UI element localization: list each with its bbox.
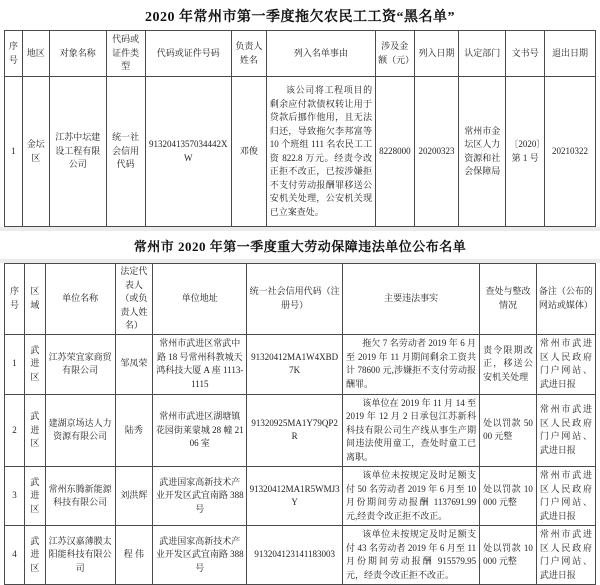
t2-cell-index: 3 <box>5 467 25 526</box>
t2-cell-punishment: 处以罚款 5000 元整 <box>480 394 537 467</box>
t2-header-index: 序号 <box>5 264 25 335</box>
t2-header-area: 区域 <box>25 264 46 335</box>
t1-header-amount: 涉及金额（元） <box>376 31 414 77</box>
t2-cell-credit-code: 91320925MA1Y79QP2R <box>247 394 343 467</box>
t2-header-credit-code: 统一社会信用代码（注册号） <box>247 264 343 335</box>
t2-row <box>5 334 596 394</box>
blacklist-table <box>4 30 596 227</box>
t2-cell-remark: 常州市武进区人民政府门户网站、武进日报 <box>536 467 595 526</box>
t2-header-remark: 备注（公布的网站或媒体） <box>536 264 595 335</box>
t1-header-index: 序号 <box>5 31 23 77</box>
t1-header-authority: 认定部门 <box>459 31 506 77</box>
t2-cell-unit-address: 常州市武进区湖塘镇花园街莱蒙城 28 幢 2106 室 <box>153 394 247 467</box>
t2-cell-punishment: 处以罚款 10000 元整 <box>480 526 537 585</box>
t1-header-person: 负责人姓名 <box>231 31 266 77</box>
t2-cell-area: 武进区 <box>25 334 46 394</box>
t2-header-row <box>5 264 596 335</box>
t1-cell-amount: 8228000 <box>376 77 414 227</box>
t1-cell-doc-number: 〔2020〕第 1 号 <box>506 77 545 227</box>
t2-row <box>5 526 596 585</box>
t2-cell-unit-address: 武进国家高新技术产业开发区武宜南路 388 号 <box>153 526 247 585</box>
t1-header-row <box>5 31 596 77</box>
t2-cell-punishment: 处以罚款 10000 元整 <box>480 467 537 526</box>
t2-cell-remark: 常州市武进区人民政府门户网站、武进日报 <box>536 334 595 394</box>
t1-cell-index: 1 <box>5 77 23 227</box>
t1-cell-person: 邓俊 <box>231 77 266 227</box>
blacklist-title: 2020 年常州市第一季度拖欠农民工工资“黑名单” <box>145 10 455 25</box>
t2-cell-index: 1 <box>5 334 25 394</box>
t2-cell-violation-facts: 该单位未按规定及时足额支付 50 名劳动者 2019 年 6 月至 10 月份期间劳动报酬 1137691.99 元,经责令改正拒不改正。 <box>343 467 480 526</box>
t1-cell-area: 金坛区 <box>22 77 49 227</box>
t2-cell-unit-name: 江苏汉嘉薄膜太阳能科技有限公司 <box>45 526 115 585</box>
t1-cell-reason: 该公司将工程项目的剩余应付款债权转让用于贷款后挪作他用，且无法归还，导致拖欠李邦富等 10 个班组 111 名农民工工资 822.8 万元。经责令改正拒不改正，已按涉嫌拒不支付劳动报酬罪移送公安机关处理，公安机关现已立案查处。 <box>266 77 375 227</box>
t2-header-unit-address: 单位地址 <box>153 264 247 335</box>
t1-header-doc-number: 文书号 <box>506 31 545 77</box>
t2-cell-legal-rep: 程 伟 <box>115 526 153 585</box>
violation-table <box>4 263 596 585</box>
t2-cell-area: 武进区 <box>25 467 46 526</box>
t1-header-code-type: 代码或证件类型 <box>106 31 145 77</box>
t1-cell-authority: 常州市金坛区人力资源和社会保障局 <box>459 77 506 227</box>
t1-header-name: 对象名称 <box>49 31 106 77</box>
t2-cell-area: 武进区 <box>25 394 46 467</box>
t1-header-exit-date: 退出日期 <box>545 31 596 77</box>
t2-cell-area: 武进区 <box>25 526 46 585</box>
t2-cell-unit-name: 建湖京场达人力资源有限公司 <box>45 394 115 467</box>
t1-cell-code-number: 9132041357034442XW <box>145 77 231 227</box>
t2-row <box>5 467 596 526</box>
t1-cell-code-type: 统一社会信用代码 <box>106 77 145 227</box>
t1-header-reason: 列入名单事由 <box>266 31 375 77</box>
t1-header-list-date: 列入日期 <box>414 31 459 77</box>
t2-header-legal-rep: 法定代表人（或负责人姓名） <box>115 264 153 335</box>
t2-cell-legal-rep: 刘洪辉 <box>115 467 153 526</box>
t2-header-violation-facts: 主要违法事实 <box>343 264 480 335</box>
t2-cell-credit-code: 913204123141183003 <box>247 526 343 585</box>
t2-cell-credit-code: 91320412MA1R5WMJ3Y <box>247 467 343 526</box>
t1-cell-name: 江苏中坛建设工程有限公司 <box>49 77 106 227</box>
t2-cell-violation-facts: 拖欠 7 名劳动者 2019 年 6 月至 2019 年 11 月期间剩余工资共计 78600 元,涉嫌拒不支付劳动报酬罪。 <box>343 334 480 394</box>
t2-cell-index: 4 <box>5 526 25 585</box>
t2-cell-unit-address: 常州市武进区常武中路 18 号常州科教城天鸿科技大厦 A 座 1113-1115 <box>153 334 247 394</box>
t2-cell-remark: 常州市武进区人民政府门户网站、武进日报 <box>536 526 595 585</box>
t2-header-punishment: 查处与整改情况 <box>480 264 537 335</box>
t2-cell-credit-code: 91320412MA1W4XBD7K <box>247 334 343 394</box>
t2-cell-unit-name: 常州东腾新能源科技有限公司 <box>45 467 115 526</box>
t1-header-code-number: 代码或证件号码 <box>145 31 231 77</box>
t2-cell-punishment: 责令限期改正，移送公安机关处理 <box>480 334 537 394</box>
t1-row <box>5 77 596 227</box>
t2-cell-violation-facts: 该单位在 2019 年 11 月 14 至 2019 年 12 月 2 日承包江苏新科科技有限公司生产线从事生产期间违法使用童工，查处时童工已离职。 <box>343 394 480 467</box>
t2-header-unit-name: 单位名称 <box>45 264 115 335</box>
t2-cell-remark: 常州市武进区人民政府门户网站、武进日报 <box>536 394 595 467</box>
t2-cell-violation-facts: 该单位未按规定及时足额支付 43 名劳动者 2019 年 6 月至 11 月份期间劳动报酬 915579.95 元，经责令改正拒不改正。 <box>343 526 480 585</box>
t2-row <box>5 394 596 467</box>
t2-cell-unit-address: 武进国家高新技术产业开发区武宜南路 388 号 <box>153 467 247 526</box>
t1-cell-list-date: 20200323 <box>414 77 459 227</box>
t1-header-area: 地区 <box>22 31 49 77</box>
t1-cell-exit-date: 20210322 <box>545 77 596 227</box>
t2-cell-legal-rep: 邹凤荣 <box>115 334 153 394</box>
t2-cell-unit-name: 江苏荣宜家商贸有限公司 <box>45 334 115 394</box>
t2-cell-legal-rep: 陆秀 <box>115 394 153 467</box>
t2-cell-index: 2 <box>5 394 25 467</box>
violation-title: 常州市 2020 年第一季度重大劳动保障违法单位公布名单 <box>133 239 467 254</box>
